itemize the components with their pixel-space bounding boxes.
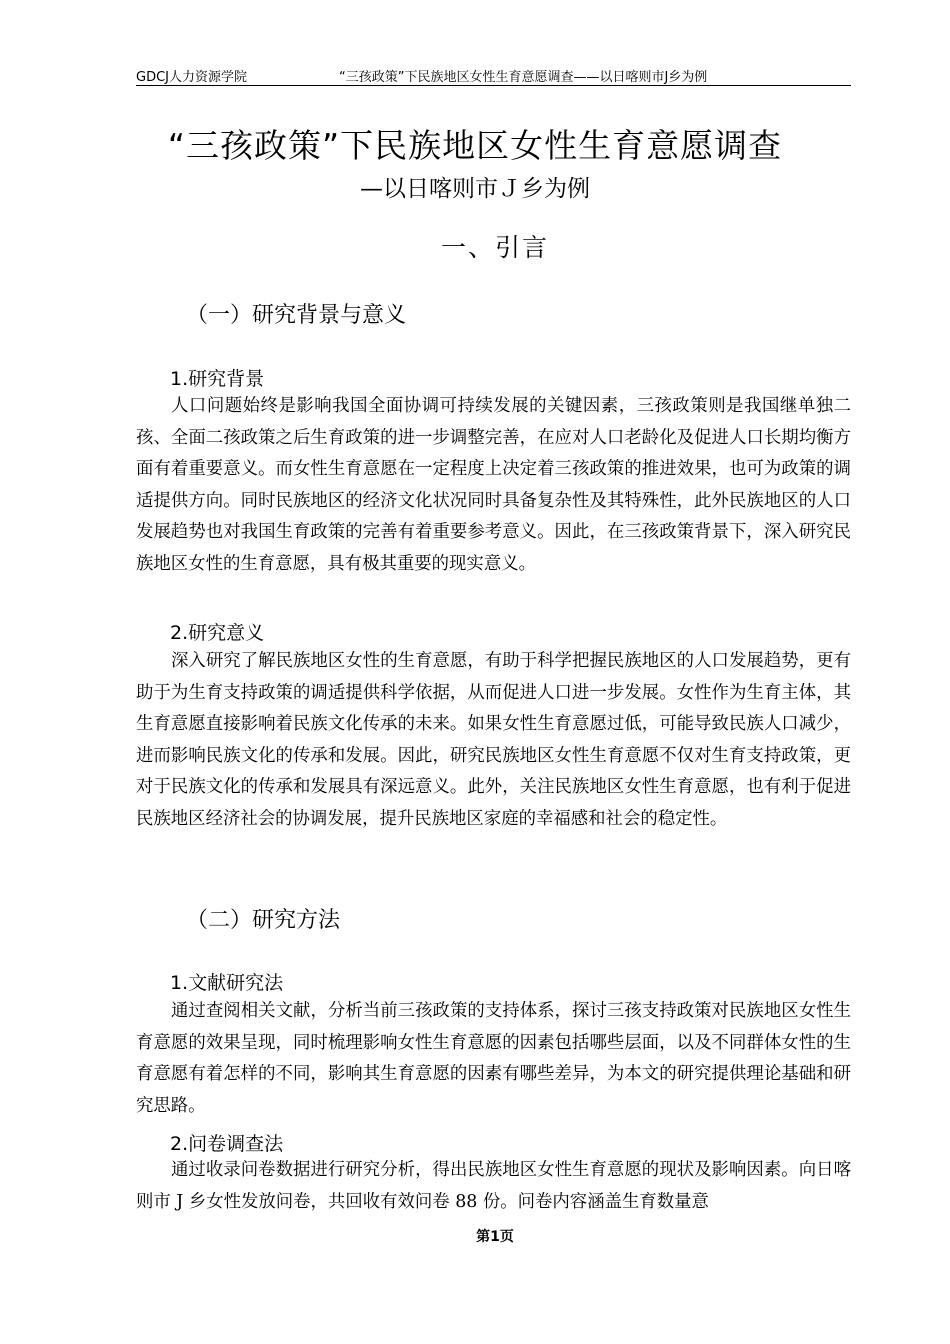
paragraph-research-significance: 深入研究了解民族地区女性的生育意愿，有助于科学把握民族地区的人口发展趋势，更有助于为生育支持政策的调适提供科学依据，从而促进人口进一步发展。女性作为生育主体，其生育意愿直接影响着民族文化传承的未来。如果女性生育意愿过低，可能导致民族人口减少，进而影响民族文化的传承和发展。因此，研究民族地区女性生育意愿不仅对生育支持政策，更对于民族文化的传承和发展具有深远意义。此外，关注民族地区女性生育意愿，也有利于促进民族地区经济社会的协调发展，提升民族地区家庭的幸福感和社会的稳定性。 — [136, 651, 851, 829]
item-heading-literature-method: 1.文献研究法 — [170, 972, 284, 994]
header-institution: GDCJ人力资源学院 — [136, 70, 247, 85]
item-heading-research-significance: 2.研究意义 — [170, 622, 265, 644]
subsection-heading-background: （一）研究背景与意义 — [186, 303, 407, 328]
running-header — [136, 66, 851, 86]
paragraph-survey-method: 通过收录问卷数据进行研究分析，得出民族地区女性生育意愿的现状及影响因素。向日喀则市 J 乡女性发放问卷，共回收有效问卷 88 份。问卷内容涵盖生育数量意 — [136, 1160, 851, 1212]
item-heading-survey-method: 2.问卷调查法 — [170, 1133, 284, 1155]
paper-subtitle: —以日喀则市Ｊ乡为例 — [360, 176, 590, 202]
subsection-heading-methods: （二）研究方法 — [186, 908, 341, 933]
paragraph-literature-method: 通过查阅相关文献，分析当前三孩政策的支持体系，探讨三孩支持政策对民族地区女性生育意愿的效果呈现，同时梳理影响女性生育意愿的因素包括哪些层面，以及不同群体女性的生育意愿有着怎样的不同，影响其生育意愿的因素有哪些差异，为本文的研究提供理论基础和研究思路。 — [136, 1001, 851, 1116]
page-number: 第1页 — [476, 1229, 514, 1245]
header-divider — [136, 85, 851, 86]
paper-title: “三孩政策”下民族地区女性生育意愿调查 — [167, 126, 783, 165]
section-heading-introduction: 一、引言 — [440, 233, 549, 262]
item-heading-research-background: 1.研究背景 — [170, 368, 265, 390]
paragraph-research-background: 人口问题始终是影响我国全面协调可持续发展的关键因素，三孩政策则是我国继单独二孩、全面二孩政策之后生育政策的进一步调整完善，在应对人口老龄化及促进人口长期均衡方面有着重要意义。而女性生育意愿在一定程度上决定着三孩政策的推进效果，也可为政策的调适提供方向。同时民族地区的经济文化状况同时具备复杂性及其特殊性，此外民族地区的人口发展趋势也对我国生育政策的完善有着重要参考意义。因此，在三孩政策背景下，深入研究民族地区女性的生育意愿，具有极其重要的现实意义。 — [136, 396, 851, 574]
header-paper-title: “三孩政策”下民族地区女性生育意愿调查——以日喀则市J乡为例 — [339, 70, 708, 85]
